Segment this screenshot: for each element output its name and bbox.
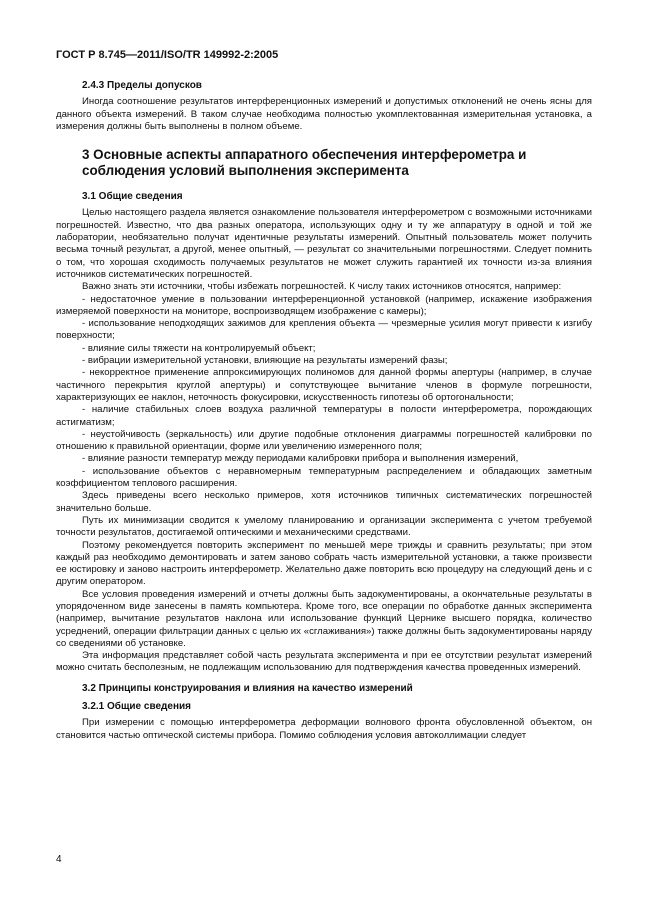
- section-3-2-title: 3.2 Принципы конструирования и влияния на качество измерений: [82, 682, 413, 694]
- paragraph: Путь их минимизации сводится к умелому планированию и организации эксперимента с учетом требуемой точности результатов, достигаемой оптическими и механическими средствами.: [56, 514, 592, 539]
- paragraph: Важно знать эти источники, чтобы избежать погрешностей. К числу таких источников относятся, например:: [82, 281, 562, 293]
- document-header: ГОСТ Р 8.745—2011/ISO/TR 149992-2:2005: [56, 49, 279, 61]
- list-item: - наличие стабильных слоев воздуха различной температуры в полости интерферометра, порождающих астигматизм;: [56, 404, 592, 428]
- paragraph: Все условия проведения измерений и отчеты должны быть задокументированы, а окончательные результаты в упорядоченном виде занесены в память компьютера. Кроме того, все операции по обработке данных эксперимента (например, вычитание результатов наклона или использование функций Цернике высшего порядка, количество усреднений, операции фильтрации данных с целью их «сглаживания») также должны быть задокументированы наряду со сведениями об установке.: [56, 588, 592, 649]
- section-2-4-3-paragraph: Иногда соотношение результатов интерференционных измерений и допустимых отклонений не очень ясны для данного объекта измерений. В таком случае необходима полностью укомплектованная измерительная установка, а измерения должны быть выполнены в полном объеме.: [56, 96, 592, 132]
- paragraph: Поэтому рекомендуется повторить эксперимент по меньшей мере трижды и сравнить результаты; при этом каждый раз необходимо демонтировать и затем заново собрать часть измерительной установки, а также произвести ее юстировку и заново настроить интерферометр. Желательно даже повторить всю процедуру на следующий день и с другим оператором.: [56, 539, 592, 588]
- paragraph: Эта информация представляет собой часть результата эксперимента и при ее отсутствии результат измерений можно считать бесполезным, не подлежащим использованию для подтверждения качества проведенных измерений.: [56, 650, 592, 674]
- list-item: - использование неподходящих зажимов для крепления объекта — чрезмерные усилия могут привести к изгибу поверхности;: [56, 318, 592, 342]
- paragraph: Целью настоящего раздела является ознакомление пользователя интерферометром с возможными источниками погрешностей. Известно, что два разных оператора, использующих одну и ту же аппаратуру в одной и той же лаборатории, необязательно получат идентичные результаты измерений. Опытный пользователь может получить весьма точный результат, а другой, менее опытный, — результат со значительными погрешностями. Следует помнить о том, что хорошая сходимость получаемых результатов не может служить гарантией их точности из-за влияния источников систематических погрешностей.: [56, 207, 592, 280]
- paragraph: Здесь приведены всего несколько примеров, хотя источников типичных систематических погрешностей значительно больше.: [56, 490, 592, 514]
- list-item: - неустойчивость (зеркальность) или другие подобные отклонения диаграммы погрешностей калибровки по отношению к правильной ориентации, форме или увеличению измеренного поля;: [56, 428, 592, 453]
- section-3-1-title: 3.1 Общие сведения: [82, 191, 183, 203]
- list-item: - вибрации измерительной установки, влияющие на результаты измерений фазы;: [82, 355, 448, 367]
- list-item: - влияние силы тяжести на контролируемый объект;: [82, 342, 316, 354]
- list-item: - влияние разности температур между периодами калибровки прибора и выполнения измерений,: [82, 453, 519, 465]
- page-number: 4: [56, 854, 62, 865]
- list-item: - использование объектов с неравномерным температурным распределением и обладающих заметным коэффициентом теплового расширения.: [56, 465, 592, 490]
- document-body: [56, 80, 592, 742]
- paragraph: При измерении с помощью интерферометра деформации волнового фронта обусловленной объектом, он становится частью оптической системы прибора. Помимо соблюдения условия автоколлимации следует: [56, 717, 592, 741]
- section-2-4-3-title: 2.4.3 Пределы допусков: [82, 80, 202, 91]
- list-item: - недостаточное умение в пользовании интерференционной установкой (например, искажение изображения измеряемой поверхности на мониторе, воспроизводящем изображение с камеры);: [56, 293, 592, 317]
- section-3-2-1-title: 3.2.1 Общие сведения: [82, 701, 191, 713]
- list-item: - некорректное применение аппроксимирующих полиномов для данной формы апертуры (например, в случае частичного перекрытия круглой апертуры) и сопутствующее вычитание членов в формуле погрешности, характеризующих ее наклон, неточность фокусировки, искусственность гипотезы об ортогональности;: [56, 367, 592, 403]
- section-3-title: 3 Основные аспекты аппаратного обеспечения интерферометра и соблюдения условий выполнения эксперимента: [82, 147, 527, 179]
